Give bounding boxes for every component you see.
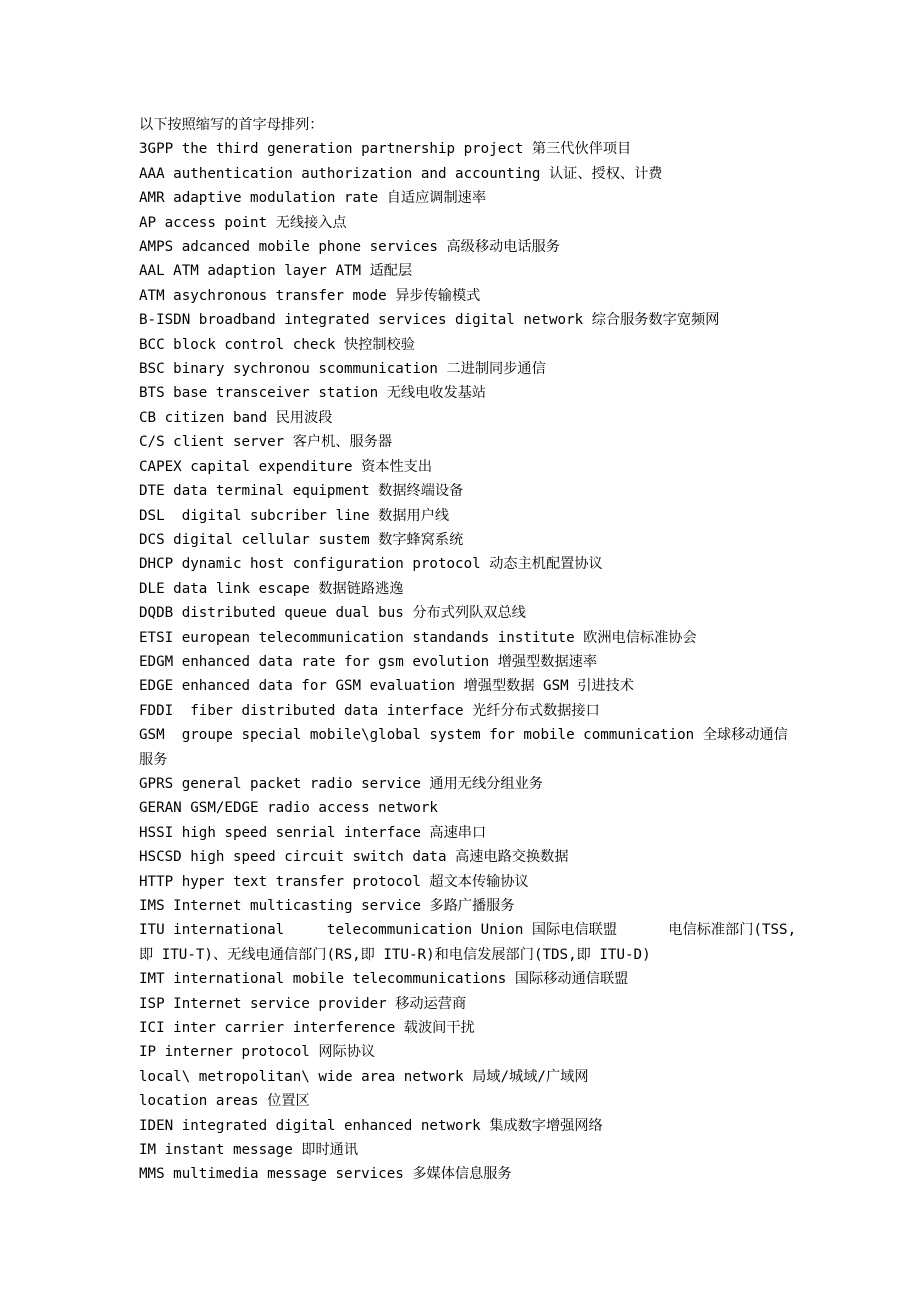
entry-edge: EDGE enhanced data for GSM evaluation 增强型数据 GSM 引进技术 — [139, 678, 634, 695]
entry-dle: DLE data link escape 数据链路逃逸 — [139, 580, 404, 597]
entry-ims: IMS Internet multicasting service 多路广播服务 — [139, 898, 515, 914]
entry-hssi: HSSI high speed senrial interface 高速串口 — [139, 824, 487, 841]
entry-cs: C/S client server 客户机、服务器 — [139, 434, 393, 451]
entry-geran: GERAN GSM/EDGE radio access network — [139, 800, 438, 817]
entry-ip: IP interner protocol 网际协议 — [139, 1044, 376, 1061]
entry-atm: ATM asychronous transfer mode 异步传输模式 — [139, 287, 481, 304]
entry-iden: IDEN integrated digital enhanced network 集成数字增强网络 — [139, 1117, 603, 1134]
entry-im: IM instant message 即时通讯 — [139, 1142, 359, 1159]
entry-aal: AAL ATM adaption layer ATM 适配层 — [139, 263, 413, 280]
entry-location-areas: location areas 位置区 — [139, 1093, 310, 1110]
entry-cb: CB citizen band 民用波段 — [139, 409, 333, 426]
entry-edgm: EDGM enhanced data rate for gsm evolution 增强型数据速率 — [139, 653, 598, 670]
entry-bcc: BCC block control check 快控制校验 — [139, 336, 415, 353]
entry-capex: CAPEX capital expenditure 资本性支出 — [139, 458, 433, 475]
entry-amr: AMR adaptive modulation rate 自适应调制速率 — [139, 190, 487, 207]
entry-ici: ICI inter carrier interference 载波间干扰 — [139, 1020, 475, 1037]
entry-mms: MMS multimedia message services 多媒体信息服务 — [139, 1166, 512, 1183]
entry-itu: ITU international telecommunication Union 国际电信联盟 电信标准部门(TSS,即 ITU-T)、无线电通信部门(RS,即 ITU-R)和电信发展部门(TDS,即 ITU-D) — [139, 922, 797, 963]
entry-gsm: GSM groupe special mobile\global system for mobile communication 全球移动通信服务 — [139, 727, 788, 768]
entry-lan-man-wan: local\ metropolitan\ wide area network 局域/城域/广域网 — [139, 1068, 589, 1085]
entry-dhcp: DHCP dynamic host configuration protocol 动态主机配置协议 — [139, 556, 603, 573]
entry-dcs: DCS digital cellular sustem 数字蜂窝系统 — [139, 531, 464, 548]
entry-3gpp: 3GPP the third generation partnership project 第三代伙伴项目 — [139, 141, 632, 158]
entry-aaa: AAA authentication authorization and accounting 认证、授权、计费 — [139, 165, 663, 182]
entry-ap: AP access point 无线接入点 — [139, 214, 347, 231]
entry-dte: DTE data terminal equipment 数据终端设备 — [139, 483, 464, 500]
entry-fddi: FDDI fiber distributed data interface 光纤分布式数据接口 — [139, 702, 600, 719]
document-heading: 以下按照缩写的首字母排列： — [139, 117, 324, 133]
entry-isp: ISP Internet service provider 移动运营商 — [139, 995, 467, 1012]
entry-http: HTTP hyper text transfer protocol 超文本传输协议 — [139, 873, 529, 890]
document-body — [139, 113, 799, 1187]
entry-etsi: ETSI european telecommunication standands institute 欧洲电信标准协会 — [139, 629, 697, 646]
entry-hscsd: HSCSD high speed circuit switch data 高速电路交换数据 — [139, 849, 569, 866]
entry-b-isdn: B-ISDN broadband integrated services digital network 综合服务数字宽频网 — [139, 312, 720, 329]
entry-gprs: GPRS general packet radio service 通用无线分组业务 — [139, 775, 543, 792]
entry-bts: BTS base transceiver station 无线电收发基站 — [139, 385, 487, 402]
entry-imt: IMT international mobile telecommunications 国际移动通信联盟 — [139, 971, 629, 988]
entry-dsl: DSL digital subcriber line 数据用户线 — [139, 507, 450, 524]
entry-amps: AMPS adcanced mobile phone services 高级移动电话服务 — [139, 239, 560, 256]
entry-dqdb: DQDB distributed queue dual bus 分布式列队双总线 — [139, 605, 526, 622]
entry-bsc: BSC binary sychronou scommunication 二进制同步通信 — [139, 361, 546, 378]
